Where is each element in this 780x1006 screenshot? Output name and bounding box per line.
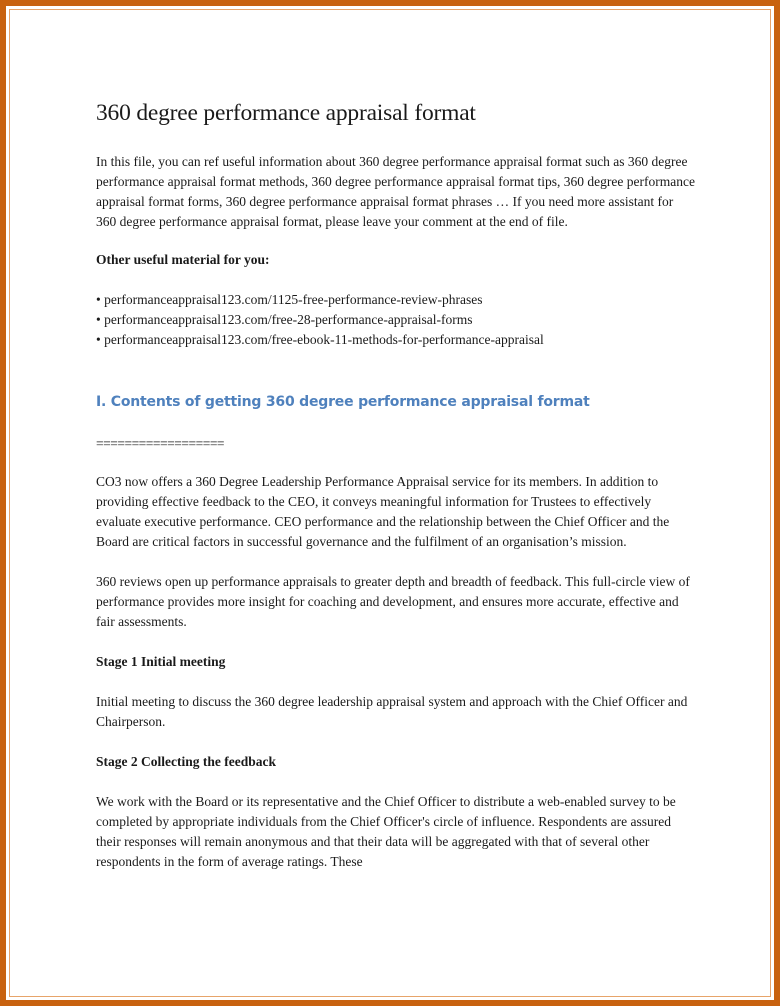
intro-paragraph: In this file, you can ref useful information about 360 degree performance appraisal format such as 360 degree performance appraisal format methods, 360 degree performance appraisal format tips, 360 degree performance appraisal format forms, 360 degree performance appraisal format phrases … If you need more assistant for 360 degree performance appraisal format, please leave your comment at the end of file.	[96, 154, 695, 229]
document-title: 360 degree performance appraisal format	[96, 100, 476, 126]
body-paragraph-1: CO3 now offers a 360 Degree Leadership Performance Appraisal service for its members. In addition to providing effective feedback to the CEO, it conveys meaningful information for Trustees to effectively evaluate executive performance. CEO performance and the relationship between the Chief Officer and the Board are critical factors in successful governance and the fulfilment of an organisation’s mission.	[96, 474, 670, 549]
section-heading: I. Contents of getting 360 degree performance appraisal format	[96, 394, 590, 410]
stage-2-heading: Stage 2 Collecting the feedback	[96, 754, 276, 769]
stage-1-heading: Stage 1 Initial meeting	[96, 654, 226, 669]
document-content	[96, 98, 696, 892]
useful-link-item: • performanceappraisal123.com/free-28-performance-appraisal-forms	[96, 312, 473, 327]
stage-1-text: Initial meeting to discuss the 360 degree leadership appraisal system and approach with the Chief Officer and Chairperson.	[96, 694, 688, 729]
useful-link-item: • performanceappraisal123.com/1125-free-performance-review-phrases	[96, 292, 483, 307]
divider-line: ==================	[96, 436, 225, 451]
useful-material-heading: Other useful material for you:	[96, 252, 270, 267]
useful-links-list	[96, 290, 696, 350]
useful-link-item: • performanceappraisal123.com/free-ebook-11-methods-for-performance-appraisal	[96, 332, 544, 347]
body-paragraph-2: 360 reviews open up performance appraisals to greater depth and breadth of feedback. This full-circle view of performance provides more insight for coaching and development, and ensures more accurate, effective and fair assessments.	[96, 574, 690, 629]
stage-2-text: We work with the Board or its representative and the Chief Officer to distribute a web-enabled survey to be completed by appropriate individuals from the Chief Officer's circle of influence. Respondents are assured their responses will remain anonymous and that their data will be aggregated with that of several other respondents in the form of average ratings. These	[96, 794, 676, 869]
